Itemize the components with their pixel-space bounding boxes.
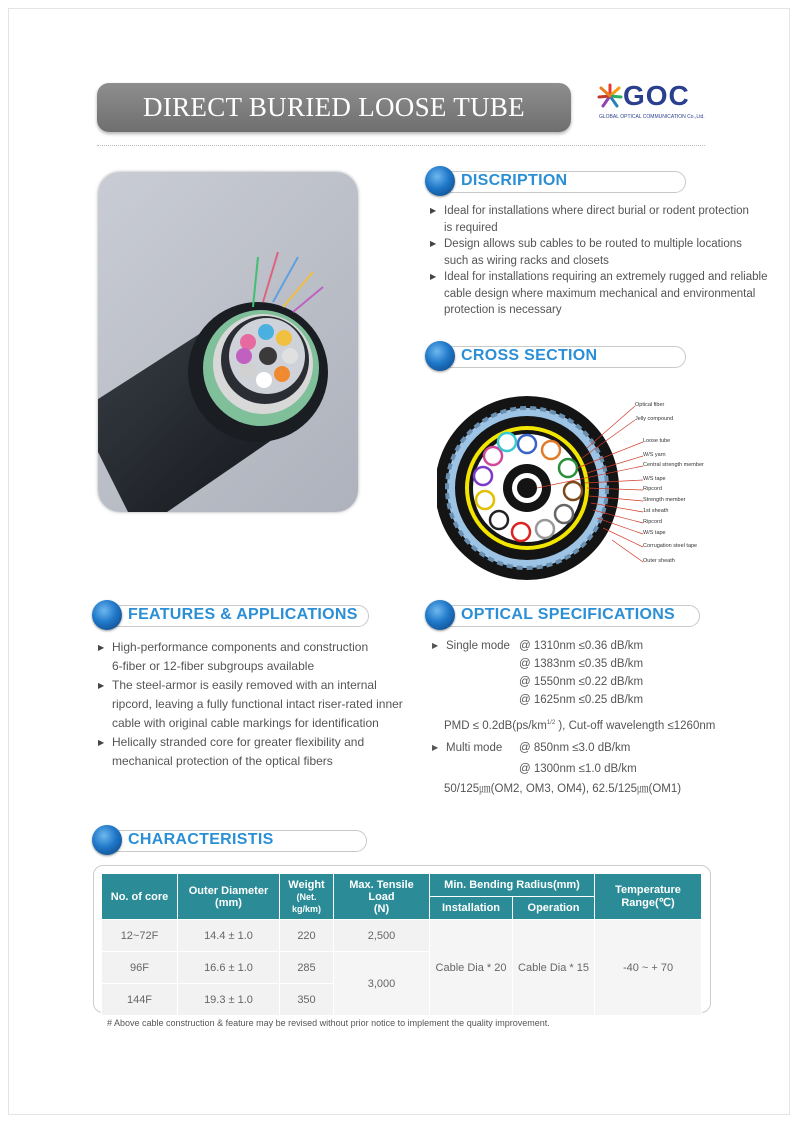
section-bullet-icon [425,341,455,371]
single-mode-value: @ 1550nm ≤0.22 dB/km [519,676,644,688]
cross-section-title: CROSS SECTION [461,347,598,364]
company-logo [597,80,707,124]
single-mode-value: @ 1625nm ≤0.25 dB/km [519,694,644,706]
triangle-bullet-icon: ▶ [98,738,105,747]
list-item: ▶ The steel-armor is easily removed with an internal ripcord, leaving a fully functional intact riser-rated inner cable with original cable markings for identification [98,678,403,730]
table-header-row [102,874,702,897]
xs-label-optical-fiber: Optical fiber [635,402,665,408]
multi-mode-value: @ 1300nm ≤1.0 dB/km [519,763,637,775]
optical-title: OPTICAL SPECIFICATIONS [461,606,676,623]
xs-label-ws-yarn: W/S yarn [643,452,666,458]
triangle-bullet-icon: ▶ [432,743,439,752]
features-list [98,638,408,771]
multi-mode-label: Multi mode [446,742,503,754]
logo-starburst-icon [597,82,623,110]
multi-mode-value: @ 850nm ≤3.0 dB/km [519,742,631,754]
xs-label-strength-member: Strength member [643,497,686,503]
cable-illustration [98,172,358,512]
page-title: DIRECT BURIED LOOSE TUBE CABLE [143,92,525,171]
header-temperature: Temperature Range(℃) [595,874,702,920]
xs-label-ws-tape: W/S tape [643,476,666,482]
characteristics-table [101,873,702,1016]
header-tensile: Max. Tensile Load (N) [334,874,430,920]
header-diameter: Outer Diameter (mm) [178,874,280,920]
list-item: ▶ Helically stranded core for greater flexibility and mechanical protection of the optical fibers [98,735,365,768]
single-mode-label: Single mode [446,640,510,652]
table-row: 12~72F 14.4 ± 1.0 220 2,500 Cable Dia * 20 Cable Dia * 15 -40 ~ + 70 [102,920,702,952]
list-item: ▶ High-performance components and construction 6-fiber or 12-fiber subgroups available [98,640,369,673]
triangle-bullet-icon: ▶ [430,206,437,215]
description-title: DISCRIPTION [461,172,568,189]
triangle-bullet-icon: ▶ [430,239,437,248]
triangle-bullet-icon: ▶ [432,641,439,650]
cross-section-diagram [437,388,737,588]
features-title: FEATURES & APPLICATIONS [128,606,358,623]
fiber-types: 50/125㎛(OM2, OM3, OM4), 62.5/125㎛(OM1) [444,783,682,795]
section-bullet-icon [92,825,122,855]
characteristics-title: CHARACTERISTIS [128,831,274,848]
triangle-bullet-icon: ▶ [98,681,105,690]
xs-label-corrugation-steel-tape: Corrugation steel tape [643,543,698,549]
single-mode-value: @ 1310nm ≤0.36 dB/km [519,640,644,652]
triangle-bullet-icon: ▶ [430,272,437,281]
xs-label-ws-tape-2: W/S tape [643,530,666,536]
logo-subtitle: GLOBAL OPTICAL COMMUNICATION Co.,Ltd. [599,114,705,120]
description-list [430,203,770,319]
cable-photo [98,172,358,512]
xs-label-first-sheath: 1st sheath [643,508,669,514]
header-operation: Operation [513,897,595,920]
section-bullet-icon [425,166,455,196]
header-bending: Min. Bending Radius(mm) [430,874,595,897]
xs-label-loose-tube: Loose tube [643,438,671,444]
section-bullet-icon [92,600,122,630]
header-installation: Installation [430,897,513,920]
list-item: ▶ Ideal for installations requiring an extremely rugged and reliable cable design where maximum mechanical and environmental protection is necessary [430,271,768,316]
list-item: ▶ Design allows sub cables to be routed to multiple locations such as wiring racks and closets [430,238,742,267]
xs-label-ripcord-2: Ripcord [643,519,662,525]
header-weight: Weight (Net. kg/km) [280,874,334,920]
footnote: # Above cable construction & feature may be revised without prior notice to implement the quality improvement. [107,1018,550,1028]
xs-label-jelly-compound: Jelly compound [635,416,674,422]
logo-wordmark: GOC [623,80,690,111]
xs-label-ripcord: Ripcord [643,486,662,492]
xs-label-outer-sheath: Outer sheath [643,558,675,564]
section-bullet-icon [425,600,455,630]
title-banner [97,83,571,171]
xs-label-central-strength-member: Central strength member [643,462,704,468]
header-core: No. of core [102,874,178,920]
single-mode-value: @ 1383nm ≤0.35 dB/km [519,658,644,670]
table-row: 96F 16.6 ± 1.0 285 3,000 [102,952,702,984]
list-item: ▶ Ideal for installations where direct burial or rodent protection is required [430,205,749,234]
table-row: 144F 19.3 ± 1.0 350 [102,984,702,1016]
triangle-bullet-icon: ▶ [98,643,105,652]
divider [97,145,705,146]
